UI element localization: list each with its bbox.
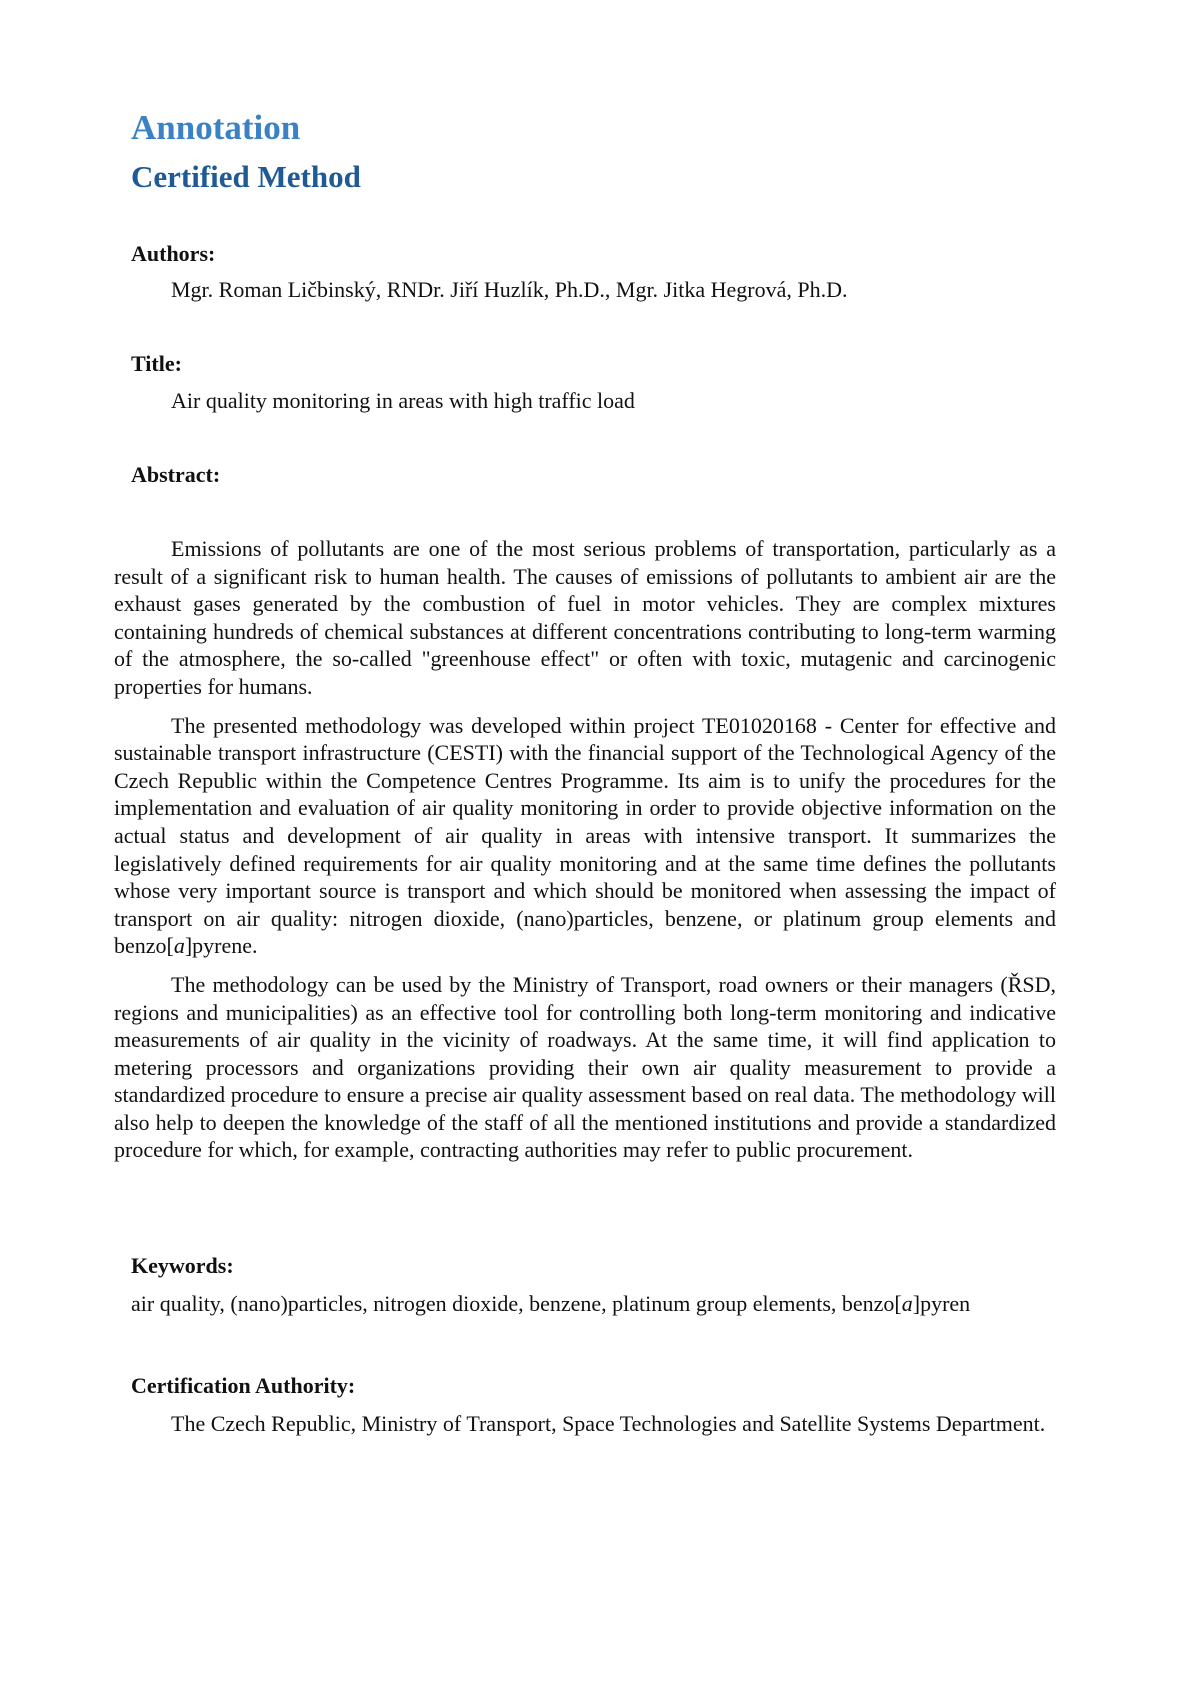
abstract-label: Abstract: — [131, 462, 221, 487]
annotation-heading: Annotation — [131, 108, 301, 147]
keywords-value: air quality, (nano)particles, nitrogen dioxide, benzene, platinum group elements, benzo[a]pyren — [131, 1291, 971, 1316]
keywords-label: Keywords: — [131, 1253, 234, 1278]
title-label: Title: — [131, 351, 182, 376]
abstract-body — [114, 535, 1056, 1175]
authors-label: Authors: — [131, 241, 216, 266]
certification-authority-value: The Czech Republic, Ministry of Transport, Space Technologies and Satellite Systems Department. — [171, 1411, 1046, 1436]
certification-authority-label: Certification Authority: — [131, 1373, 356, 1398]
abstract-paragraph: The presented methodology was developed within project TE01020168 - Center for effective and sustainable transport infrastructure (CESTI) with the financial support of the Technological Agency of the Czech Republic within the Competence Centres Programme. Its aim is to unify the procedures for the implementation and evaluation of air quality monitoring in order to provide objective information on the actual status and development of air quality in areas with intensive transport. It summarizes the legislatively defined requirements for air quality monitoring and at the same time defines the pollutants whose very important source is transport and which should be monitored when assessing the impact of transport on air quality: nitrogen dioxide, (nano)particles, benzene, or platinum group elements and benzo[a]pyrene. — [114, 712, 1056, 959]
abstract-paragraph: Emissions of pollutants are one of the most serious problems of transportation, particularly as a result of a significant risk to human health. The causes of emissions of pollutants to ambient air are the exhaust gases generated by the combustion of fuel in motor vehicles. They are complex mixtures containing hundreds of chemical substances at different concentrations contributing to long-term warming of the atmosphere, the so-called "greenhouse effect" or often with toxic, mutagenic and carcinogenic properties for humans. — [114, 536, 1056, 699]
abstract-paragraph: The methodology can be used by the Ministry of Transport, road owners or their managers (ŘSD, regions and municipalities) as an effective tool for controlling both long-term monitoring and indicative measurements of air quality in the vicinity of roadways. At the same time, it will find application to metering processors and organizations providing their own air quality measurement to provide a standardized procedure to ensure a precise air quality assessment based on real data. The methodology will also help to deepen the knowledge of the staff of all the mentioned institutions and provide a standardized procedure for which, for example, contracting authorities may refer to public procurement. — [114, 971, 1056, 1163]
title-value: Air quality monitoring in areas with high traffic load — [171, 388, 635, 413]
authors-value: Mgr. Roman Ličbinský, RNDr. Jiří Huzlík, Ph.D., Mgr. Jitka Hegrová, Ph.D. — [171, 277, 848, 302]
certified-method-heading: Certified Method — [131, 159, 361, 194]
